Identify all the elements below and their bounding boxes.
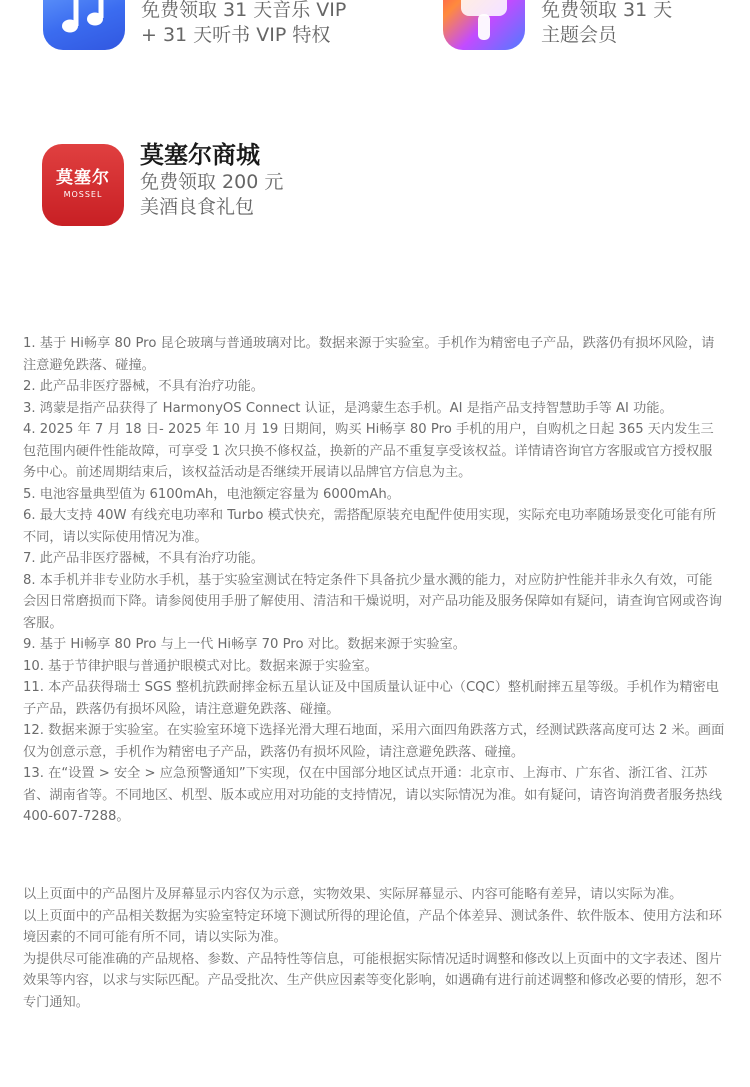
logo-text-en: MOSSEL — [63, 190, 103, 199]
footnote-item: 3. 鸿蒙是指产品获得了 HarmonyOS Connect 认证，是鸿蒙生态手机。AI 是指产品支持智慧助手等 AI 功能。 — [23, 400, 673, 416]
paint-brush-icon — [443, 0, 525, 50]
disclaimer-item: 以上页面中的产品图片及屏幕显示内容仅为示意，实物效果、实际屏幕显示、内容可能略有差异，请以实际为准。 — [23, 887, 683, 902]
footnote-item: 10. 基于节律护眼与普通护眼模式对比。数据来源于实验室。 — [23, 658, 378, 674]
footnote-item: 7. 此产品非医疗器械，不具有治疗功能。 — [23, 551, 264, 566]
footnote-item: 12. 数据来源于实验室。在实验室环境下选择光滑大理石地面，采用六面四角跌落方式，经测试跌落高度可达 2 米。画面仅为创意示意，手机作为精密电子产品，跌落仍有损坏风险，请注意避免跌落、碰撞。 — [23, 723, 725, 760]
disclaimer-item: 为提供尽可能准确的产品规格、参数、产品特性等信息，可能根据实际情况适时调整和修改以上页面中的文字表述、图片效果等内容，以求与实际匹配。产品受批次、生产供应因素等变化影响，如遇确有进行前述调整和修改必要的情形，恕不专门通知。 — [23, 951, 722, 1010]
benefit-desc-line1: 免费领取 200 元 — [140, 171, 284, 193]
footnote-item: 13. 在“设置 > 安全 > 应急预警通知”下实现，仅在中国部分地区试点开通：北京市、上海市、广东省、浙江省、江苏省、湖南省等。不同地区、机型、版本或应用对功能的支持情况，请以实际情况为准。如有疑问，请咨询消费者服务热线 400-607-7288。 — [23, 766, 722, 824]
footnote-item: 9. 基于 Hi畅享 80 Pro 与上一代 Hi畅享 70 Pro 对比。数据来源于实验室。 — [23, 637, 466, 652]
benefit-desc-line2: 美酒良食礼包 — [140, 196, 255, 218]
footnote-item: 5. 电池容量典型值为 6100mAh，电池额定容量为 6000mAh。 — [23, 486, 400, 502]
logo-text-cn: 莫塞尔 — [56, 168, 110, 188]
benefit-desc-line2: 主题会员 — [541, 24, 618, 46]
benefit-theme[interactable] — [443, 0, 672, 50]
footnote-item: 6. 最大支持 40W 有线充电功率和 Turbo 模式快充，需搭配原装充电配件使用实现，实际充电功率随场景变化可能有所不同，请以实际使用情况为准。 — [23, 508, 717, 545]
disclaimer-item: 以上页面中的产品相关数据为实验室特定环境下测试所得的理论值，产品个体差异、测试条件、软件版本、使用方法和环境因素的不同可能有所不同，请以实际为准。 — [23, 908, 722, 945]
footnote-item: 11. 本产品获得瑞士 SGS 整机抗跌耐摔金标五星认证及中国质量认证中心（CQC）整机耐摔五星等级。手机作为精密电子产品，跌落仍有损坏风险，请注意避免跌落、碰撞。 — [23, 680, 719, 717]
footnote-item: 1. 基于 Hi畅享 80 Pro 昆仑玻璃与普通玻璃对比。数据来源于实验室。手机作为精密电子产品，跌落仍有损坏风险，请注意避免跌落、碰撞。 — [23, 336, 715, 373]
benefit-mossel-mall[interactable] — [42, 141, 284, 226]
footnotes — [23, 333, 725, 828]
footnote-item: 8. 本手机并非专业防水手机，基于实验室测试在特定条件下具备抗少量水溅的能力，对应防护性能并非永久有效，可能会因日常磨损而下降。请参阅使用手册了解使用、清洁和干燥说明，对产品功能及服务保障如有疑问，请查询官网或咨询客服。 — [23, 572, 722, 631]
music-note-icon — [43, 0, 125, 50]
benefit-title: 莫塞尔商城 — [140, 141, 260, 169]
benefit-desc-line2: + 31 天听书 VIP 特权 — [141, 24, 331, 46]
footnote-item: 4. 2025 年 7 月 18 日- 2025 年 10 月 19 日期间，购买 Hi畅享 80 Pro 手机的用户，自购机之日起 365 天内发生三包范围内硬件性能故障，可享受 1 次只换不修权益，换新的产品不重复享受该权益。详情请咨询官方客服或官方授权服务中心。前述周期结束后，该权益活动是否继续开展请以品牌官方信息为主。 — [23, 422, 714, 480]
benefit-desc-line1: 免费领取 31 天音乐 VIP — [141, 0, 347, 21]
mossel-logo — [42, 144, 124, 226]
benefit-music[interactable] — [43, 0, 346, 50]
benefit-desc-line1: 免费领取 31 天 — [541, 0, 673, 21]
disclaimer — [23, 884, 725, 1013]
footnote-item: 2. 此产品非医疗器械，不具有治疗功能。 — [23, 379, 264, 394]
